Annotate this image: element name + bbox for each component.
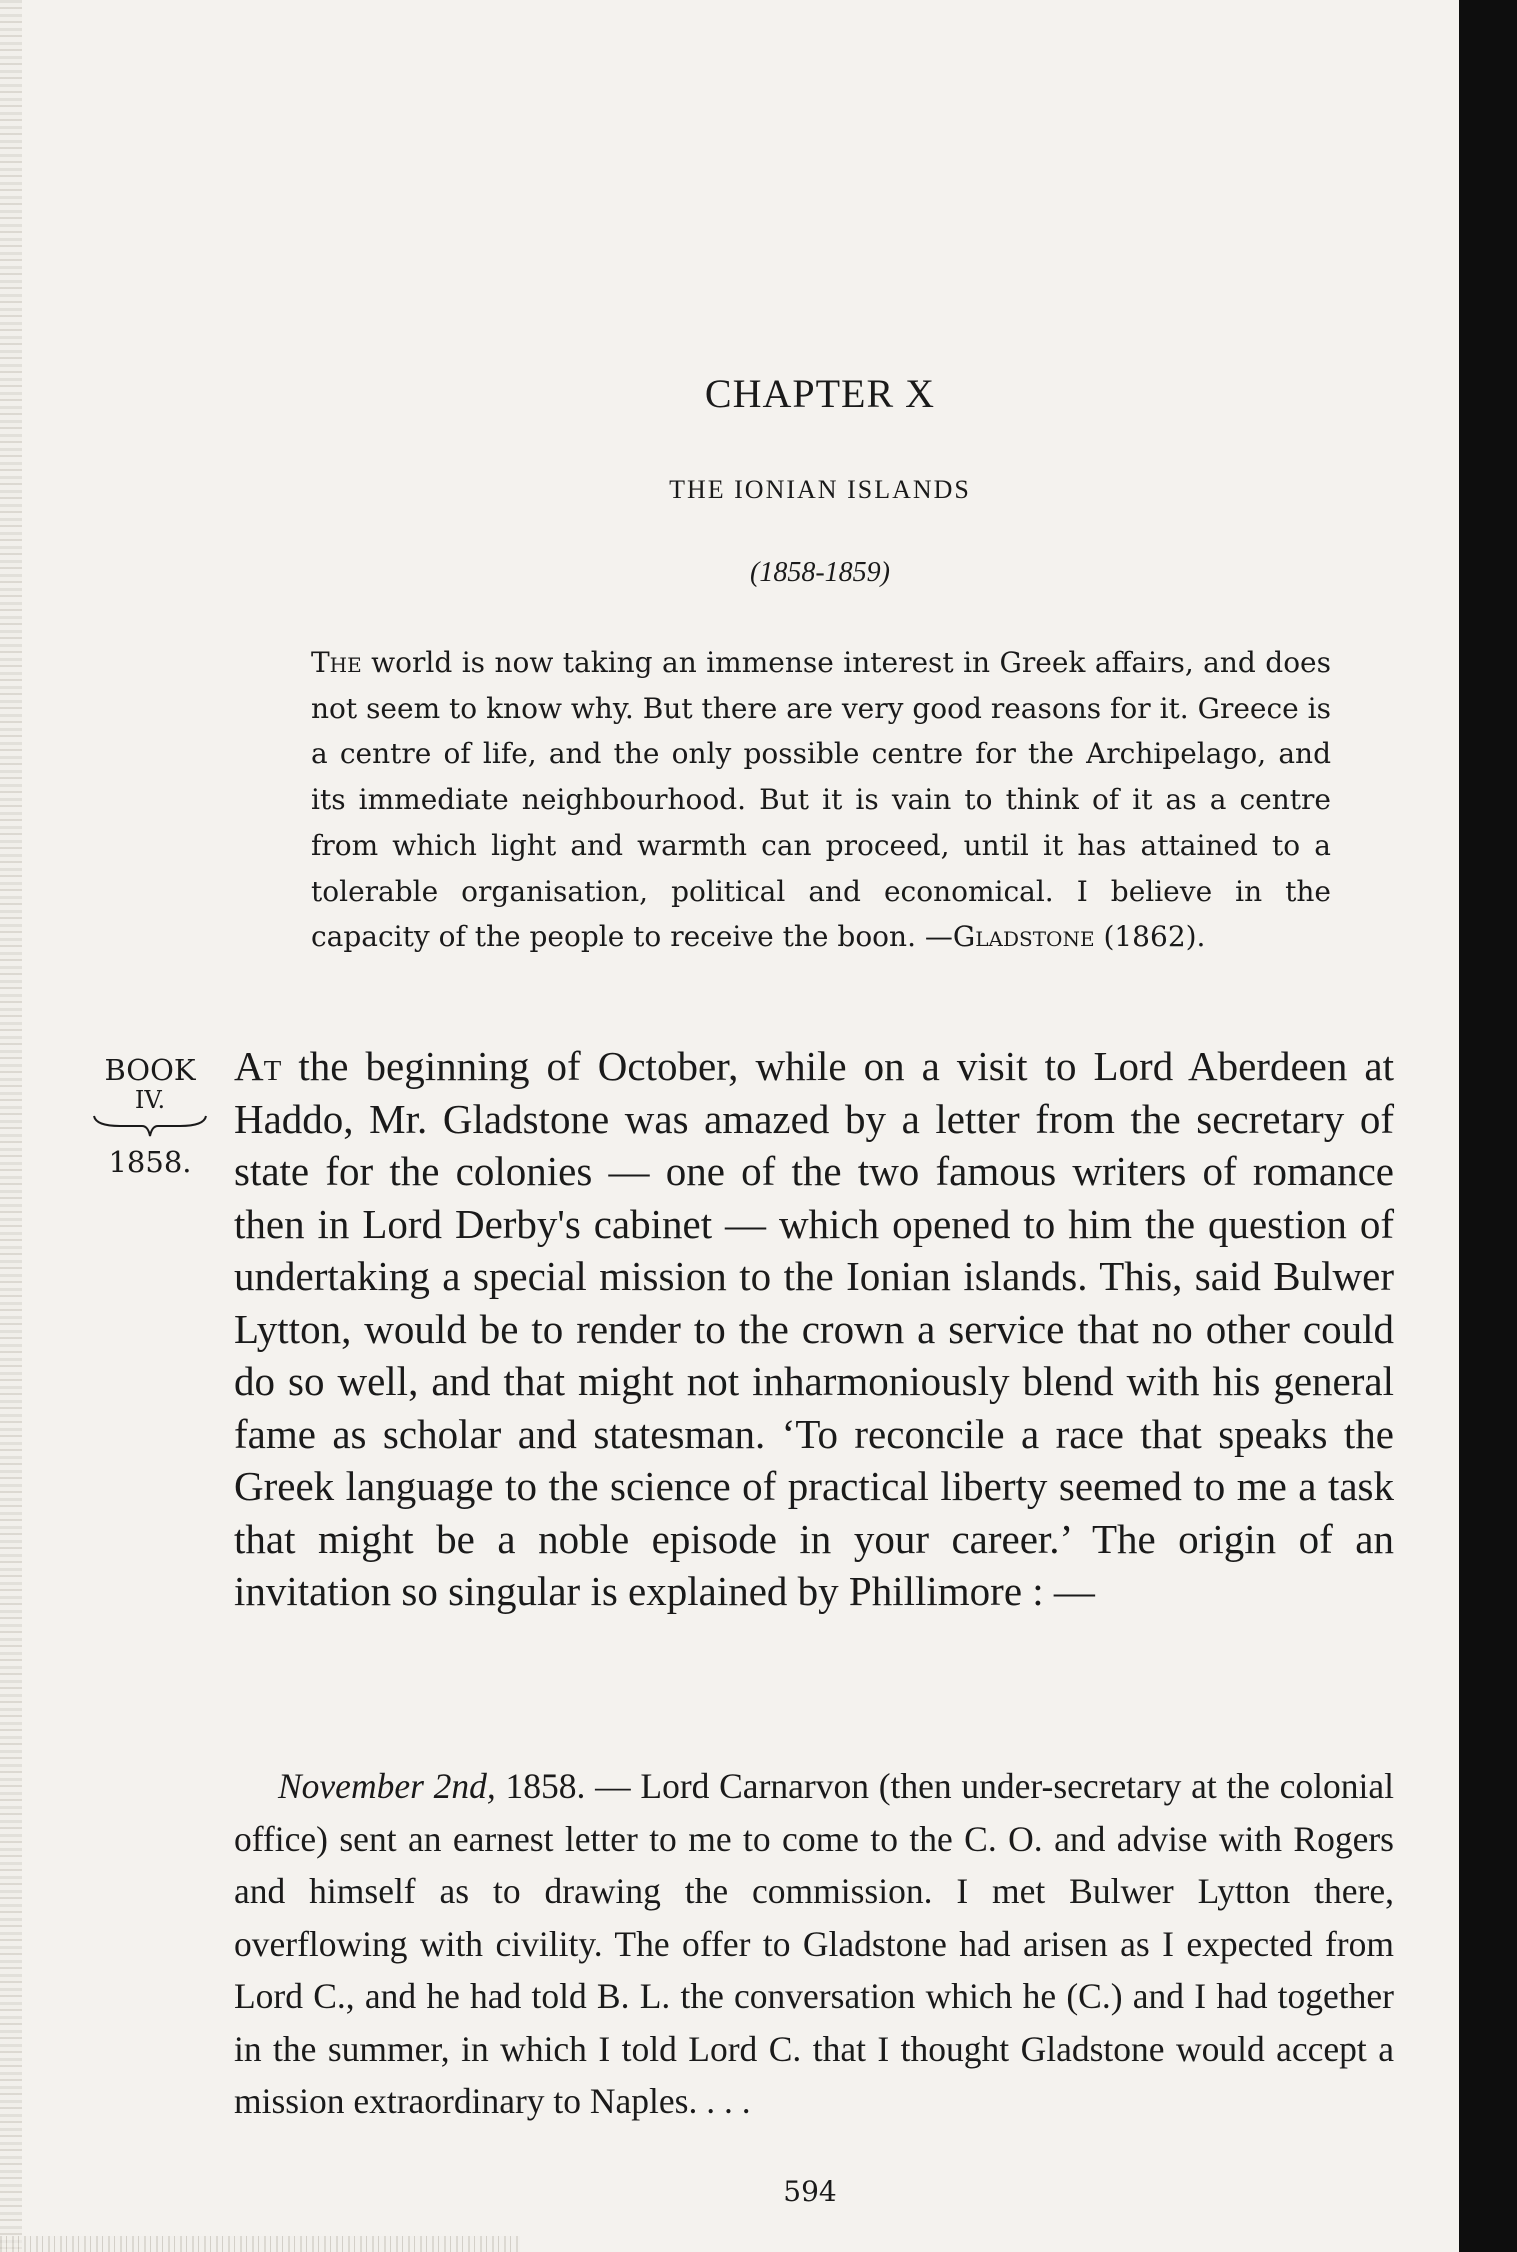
diary-quote (234, 1760, 1394, 2128)
epigraph-lead: The (311, 646, 362, 679)
margin-volume: IV. (134, 1086, 166, 1114)
chapter-subtitle: THE IONIAN ISLANDS (669, 475, 971, 504)
chapter-dates: (1858-1859) (750, 557, 890, 588)
brace-icon (90, 1112, 210, 1140)
page-number: 594 (783, 2175, 837, 2208)
epigraph-year: (1862). (1094, 920, 1206, 954)
epigraph-text: world is now taking an immense interest in Greek affairs, and does not seem to know why. But there are very good reasons for it. Greece is a centre of life, and the only possible centre for the Archipelago, and its immediate neighbourhood. But it is vain to think of it as a centre from which light and warmth can proceed, until it has attained to a tolerable organisation, political and economical. I believe in the capacity of the people to receive the boon. — (311, 646, 1331, 954)
chapter-title: CHAPTER X (704, 371, 936, 416)
page-edge-left (0, 0, 22, 2252)
margin-book: BOOK (104, 1053, 196, 1087)
quote-date: November 2nd, (278, 1766, 496, 1806)
body-paragraph (234, 1040, 1394, 1618)
scan-dark-margin (1459, 0, 1517, 2252)
scan-speckle (0, 2236, 520, 2252)
margin-note (85, 1052, 215, 1180)
body-lead: At (234, 1043, 282, 1089)
epigraph-author: Gladstone (952, 920, 1095, 954)
body-text: the beginning of October, while on a visit to Lord Aberdeen at Haddo, Mr. Gladstone was amazed by a letter from the secretary of state for the colonies — one of the two famous writers of romance then in Lord Derby's cabinet — which opened to him the question of undertaking a special mission to the Ionian islands. This, said Bulwer Lytton, would be to render to the crown a service that no other could do so well, and that might not inharmoniously blend with his general fame as scholar and statesman. ‘To reconcile a race that speaks the Greek language to the science of practical liberty seemed to me a task that might be a noble episode in your career.’ The origin of an invitation so singular is explained by Phillimore : — (234, 1043, 1394, 1614)
margin-year: 1858. (108, 1145, 192, 1179)
quote-text: 1858. — Lord Carnarvon (then under-secretary at the colonial office) sent an earnest letter to me to come to the C. O. and advise with Rogers and himself as to drawing the commission. I met Bulwer Lytton there, overflowing with civility. The offer to Gladstone had arisen as I expected from Lord C., and he had told B. L. the conversation which he (C.) and I had together in the summer, in which I told Lord C. that I thought Gladstone would accept a mission extraordinary to Naples. . . . (234, 1766, 1394, 2121)
epigraph (311, 640, 1331, 960)
